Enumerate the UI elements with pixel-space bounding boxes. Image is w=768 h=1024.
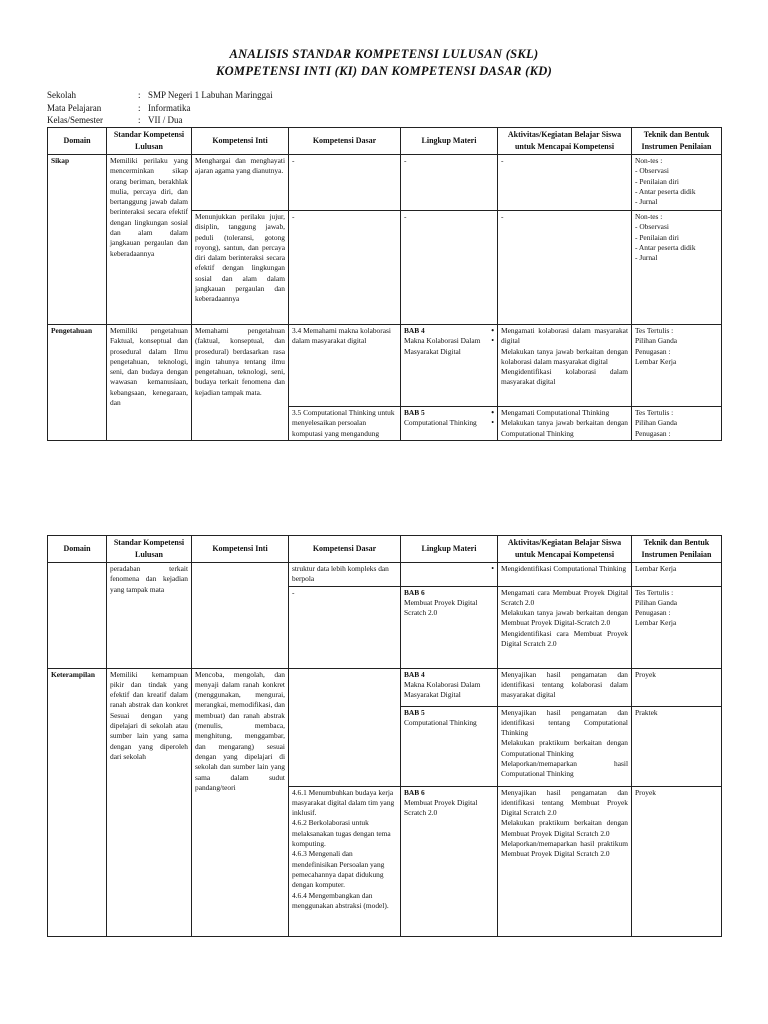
- kd-cell: [289, 668, 401, 786]
- lingkup-cell: [401, 325, 498, 407]
- lingkup-cell: [401, 706, 498, 786]
- table-header-row: [48, 128, 722, 155]
- kd-cell: 3.5 Computational Thinking untuk menyelesaikan persoalan komputasi yang mengandung: [289, 407, 401, 441]
- header-ki: Kompetensi Inti: [192, 128, 289, 155]
- teknik-item: Lembar Kerja: [635, 356, 677, 366]
- domain-cell: Pengetahuan: [48, 325, 107, 441]
- domain-cell: [48, 563, 107, 669]
- table-row: [48, 155, 722, 211]
- ki-cell: Menunjukkan perilaku jujur, disiplin, tanggung jawab, peduli (toleransi, gotong royong), santun, dan percaya diri dalam berinteraksi secara efektif dengan lingkungan sosial dan alam dalam jangkauan pergaulan dan keberadaannya: [192, 211, 289, 325]
- kd-cell: -: [289, 586, 401, 668]
- skl-cell: Memiliki perilaku yang mencerminkan sikap orang beriman, berakhlak mulia, percaya diri, dan bertanggung jawab dalam berinteraksi secara efektif dengan lingkungan sosial dan alam dalam jangkauan pergaulan dan keberadaannya: [107, 155, 192, 325]
- domain-cell: Sikap: [48, 155, 107, 325]
- aktivitas-item: Menyajikan hasil pengamatan dan identifikasi tentang Membuat Proyek Digital Scratch 2.0: [501, 787, 628, 818]
- header-kd: Kompetensi Dasar: [289, 128, 401, 155]
- lingkup-topic: Membuat Proyek Digital Scratch 2.0: [404, 597, 478, 618]
- teknik-item: Pilihan Ganda: [635, 418, 678, 428]
- lingkup-topic: Membuat Proyek Digital Scratch 2.0: [404, 797, 478, 818]
- teknik-heading: Non-tes :: [635, 212, 663, 221]
- kd-item: 4.6.1 Menumbuhkan budaya kerja masyarakat digital dalam tim yang inklusif.: [292, 787, 395, 818]
- info-value: Informatika: [148, 102, 191, 113]
- info-label: Sekolah: [47, 90, 76, 100]
- header-teknik: Teknik dan Bentuk Instrumen Penilaian: [632, 128, 722, 155]
- info-label: Mata Pelajaran: [47, 102, 102, 113]
- kd-item: 4.6.3 Mengenali dan mendefinisikan Persoalan yang pemecahannya dapat didukung dengan komputer.: [292, 849, 385, 890]
- info-value: SMP Negeri 1 Labuhan Maringgai: [148, 90, 273, 100]
- header-lingkup: Lingkup Materi: [401, 128, 498, 155]
- lingkup-bab: BAB 6: [404, 787, 425, 797]
- aktivitas-item: Melakukan praktikum berkaitan dengan Membuat Proyek Digital Scratch 2.0: [501, 818, 628, 838]
- header-domain: Domain: [48, 128, 107, 155]
- teknik-cell: [632, 586, 722, 668]
- info-row-kelas: [47, 114, 273, 127]
- document-title-line1: ANALISIS STANDAR KOMPETENSI LULUSAN (SKL): [229, 47, 539, 61]
- aktivitas-item: Mengidentifikasi cara Membuat Proyek Digital Scratch 2.0: [501, 628, 628, 649]
- lingkup-topic: Computational Thinking •: [404, 418, 494, 428]
- info-value: VII / Dua: [148, 115, 183, 125]
- table-row: [48, 563, 722, 587]
- school-info: [47, 89, 273, 127]
- aktivitas-item: Mengamati Computational Thinking: [501, 408, 610, 417]
- aktivitas-item: Melakukan tanya jawab berkaitan dengan Membuat Proyek Digital-Scratch 2.0: [501, 608, 628, 628]
- lingkup-cell: [401, 586, 498, 668]
- table-header-row: [48, 536, 722, 563]
- teknik-cell: Praktek: [632, 706, 722, 786]
- aktivitas-cell: [498, 407, 632, 441]
- lingkup-cell: [401, 786, 498, 936]
- info-label: Kelas/Semester: [47, 115, 103, 125]
- aktivitas-item: Mengidentifikasi Computational Thinking: [501, 564, 627, 573]
- aktivitas-cell: -: [498, 211, 632, 325]
- header-aktivitas: Aktivitas/Kegiatan Belajar Siswa untuk Mencapai Kompetensi: [498, 128, 632, 155]
- header-kd: Kompetensi Dasar: [289, 536, 401, 563]
- skl-cell: Memiliki kemampuan pikir dan tindak yang efektif dan kreatif dalam ranah abstrak dan konkret Sesuai dengan yang dipelajari di sekolah atau sumber lain yang sama dengan yang diperoleh dari sekolah: [107, 668, 192, 936]
- aktivitas-item: Mengamati cara Membuat Proyek Digital Scratch 2.0: [501, 587, 628, 607]
- teknik-item: - Penilaian diri: [635, 233, 718, 243]
- document-title-line2: KOMPETENSI INTI (KI) DAN KOMPETENSI DASAR (KD): [215, 64, 553, 78]
- teknik-item: Pilihan Ganda: [635, 597, 678, 607]
- teknik-cell: Lembar Kerja: [632, 563, 722, 587]
- lingkup-topic: Makna Kolaborasi Dalam Masyarakat Digital: [404, 679, 481, 700]
- lingkup-bab: BAB 4: [404, 669, 425, 679]
- info-row-mapel: [47, 102, 273, 115]
- header-skl: Standar Kompetensi Lulusan: [107, 128, 192, 155]
- aktivitas-cell: [498, 786, 632, 936]
- header-lingkup: Lingkup Materi: [401, 536, 498, 563]
- aktivitas-item: Menyajikan hasil pengamatan dan identifikasi tentang Computational Thinking: [501, 707, 628, 738]
- teknik-item: - Antar peserta didik: [635, 243, 718, 253]
- lingkup-topic: Computational Thinking: [404, 717, 477, 727]
- analysis-table-part2: [47, 535, 722, 937]
- header-skl: Standar Kompetensi Lulusan: [107, 536, 192, 563]
- teknik-cell: [632, 211, 722, 325]
- teknik-item: Penugasan :: [635, 346, 671, 356]
- header-aktivitas: Aktivitas/Kegiatan Belajar Siswa untuk Mencapai Kompetensi: [498, 536, 632, 563]
- kd-item: 4.6.4 Mengembangkan dan menggunakan abstraksi (model).: [292, 890, 389, 910]
- info-separator: :: [138, 102, 141, 113]
- aktivitas-item: Mengamati kolaborasi dalam masyarakat digital: [501, 326, 628, 346]
- header-teknik: Teknik dan Bentuk Instrumen Penilaian: [632, 536, 722, 563]
- lingkup-cell: -: [401, 211, 498, 325]
- aktivitas-item: Melakukan tanya jawab berkaitan dengan Computational Thinking: [501, 418, 628, 438]
- header-domain: Domain: [48, 536, 107, 563]
- ki-cell: Mencoba, mengolah, dan menyaji dalam ranah konkret (menggunakan, mengurai, merangkai, memodifikasi, dan membuat) dan ranah abstrak (menulis, membaca, menghitung, menggambar, dan mengarang) sesuai dengan yang dipelajari di sekolah dan sumber lain yang sama dalam sudut pandang/teori: [192, 668, 289, 936]
- aktivitas-cell: [498, 586, 632, 668]
- lingkup-cell: [401, 407, 498, 441]
- aktivitas-cell: [498, 563, 632, 587]
- teknik-cell: Proyek: [632, 786, 722, 936]
- aktivitas-cell: [498, 706, 632, 786]
- ki-cell: Memahami pengetahuan (faktual, konseptual, dan prosedural) berdasarkan rasa ingin tahunya tentang ilmu pengetahuan, teknologi, seni, budaya terkait fenomena dan kejadian tampak mata.: [192, 325, 289, 441]
- lingkup-bab: BAB 4 •: [404, 326, 494, 336]
- skl-cell: Memiliki pengetahuan Faktual, konseptual dan prosedural dalam Ilmu pengetahuan, teknologi, seni, dan budaya dengan wawasan kemanusiaan, kebangsaan, kenegaraan, dan: [107, 325, 192, 441]
- ki-cell: Menghargai dan menghayati ajaran agama yang dianutnya.: [192, 155, 289, 211]
- teknik-item: - Observasi: [635, 222, 718, 232]
- lingkup-bab: BAB 5 •: [404, 408, 494, 418]
- teknik-item: - Penilaian diri: [635, 177, 718, 187]
- analysis-table-part1: [47, 127, 722, 441]
- lingkup-bab: BAB 5: [404, 707, 425, 717]
- aktivitas-item: Melaporkan/memaparkan hasil Computational Thinking: [501, 759, 628, 779]
- info-row-sekolah: [47, 89, 273, 102]
- table-row: [48, 325, 722, 407]
- teknik-item: Penugasan :: [635, 608, 671, 618]
- aktivitas-cell: -: [498, 155, 632, 211]
- lingkup-cell: -: [401, 155, 498, 211]
- aktivitas-cell: [498, 668, 632, 706]
- domain-cell: Keterampilan: [48, 668, 107, 936]
- aktivitas-item: Mengidentifikasi kolaborasi dalam masyarakat digital: [501, 367, 628, 387]
- kd-cell: struktur data lebih kompleks dan berpola: [289, 563, 401, 587]
- aktivitas-item: Melaporkan/memaparkan hasil praktikum Membuat Proyek Digital Scratch 2.0: [501, 839, 628, 859]
- header-ki: Kompetensi Inti: [192, 536, 289, 563]
- teknik-item: Pilihan Ganda: [635, 336, 678, 346]
- teknik-item: Tes Tertulis :: [635, 587, 674, 597]
- teknik-cell: [632, 407, 722, 441]
- aktivitas-item: Melakukan tanya jawab berkaitan dengan kolaborasi dalam masyarakat digital: [501, 346, 628, 366]
- lingkup-cell: [401, 563, 498, 587]
- lingkup-topic: Makna Kolaborasi Dalam Masyarakat Digital •: [404, 336, 494, 357]
- aktivitas-item: Melakukan praktikum berkaitan dengan Computational Thinking: [501, 738, 628, 758]
- teknik-item: - Jurnal: [635, 197, 718, 207]
- kd-cell: [289, 786, 401, 936]
- teknik-item: Tes Tertulis :: [635, 408, 674, 417]
- teknik-item: Tes Tertulis :: [635, 326, 674, 335]
- aktivitas-item: Menyajikan hasil pengamatan dan identifikasi tentang kolaborasi dalam masyarakat digital: [501, 669, 628, 700]
- aktivitas-cell: [498, 325, 632, 407]
- teknik-item: - Antar peserta didik: [635, 187, 718, 197]
- teknik-cell: [632, 155, 722, 211]
- teknik-item: - Observasi: [635, 166, 718, 176]
- kd-cell: -: [289, 211, 401, 325]
- teknik-cell: Proyek: [632, 668, 722, 706]
- ki-cell: [192, 563, 289, 669]
- teknik-item: - Jurnal: [635, 253, 718, 263]
- teknik-item: Lembar Kerja: [635, 618, 677, 628]
- kd-cell: 3.4 Memahami makna kolaborasi dalam masyarakat digital: [289, 325, 401, 407]
- kd-item: 4.6.2 Berkolaborasi untuk melaksanakan tugas dengan tema komputing.: [292, 818, 391, 849]
- skl-cell: peradaban terkait fenomena dan kejadian yang tampak mata: [107, 563, 192, 669]
- kd-cell: -: [289, 155, 401, 211]
- teknik-item: Penugasan :: [635, 428, 671, 438]
- lingkup-bab: BAB 6: [404, 587, 425, 597]
- info-separator: :: [138, 90, 141, 100]
- teknik-cell: [632, 325, 722, 407]
- lingkup-cell: [401, 668, 498, 706]
- table-row: [48, 668, 722, 706]
- info-separator: :: [138, 115, 141, 125]
- teknik-heading: Non-tes :: [635, 156, 663, 165]
